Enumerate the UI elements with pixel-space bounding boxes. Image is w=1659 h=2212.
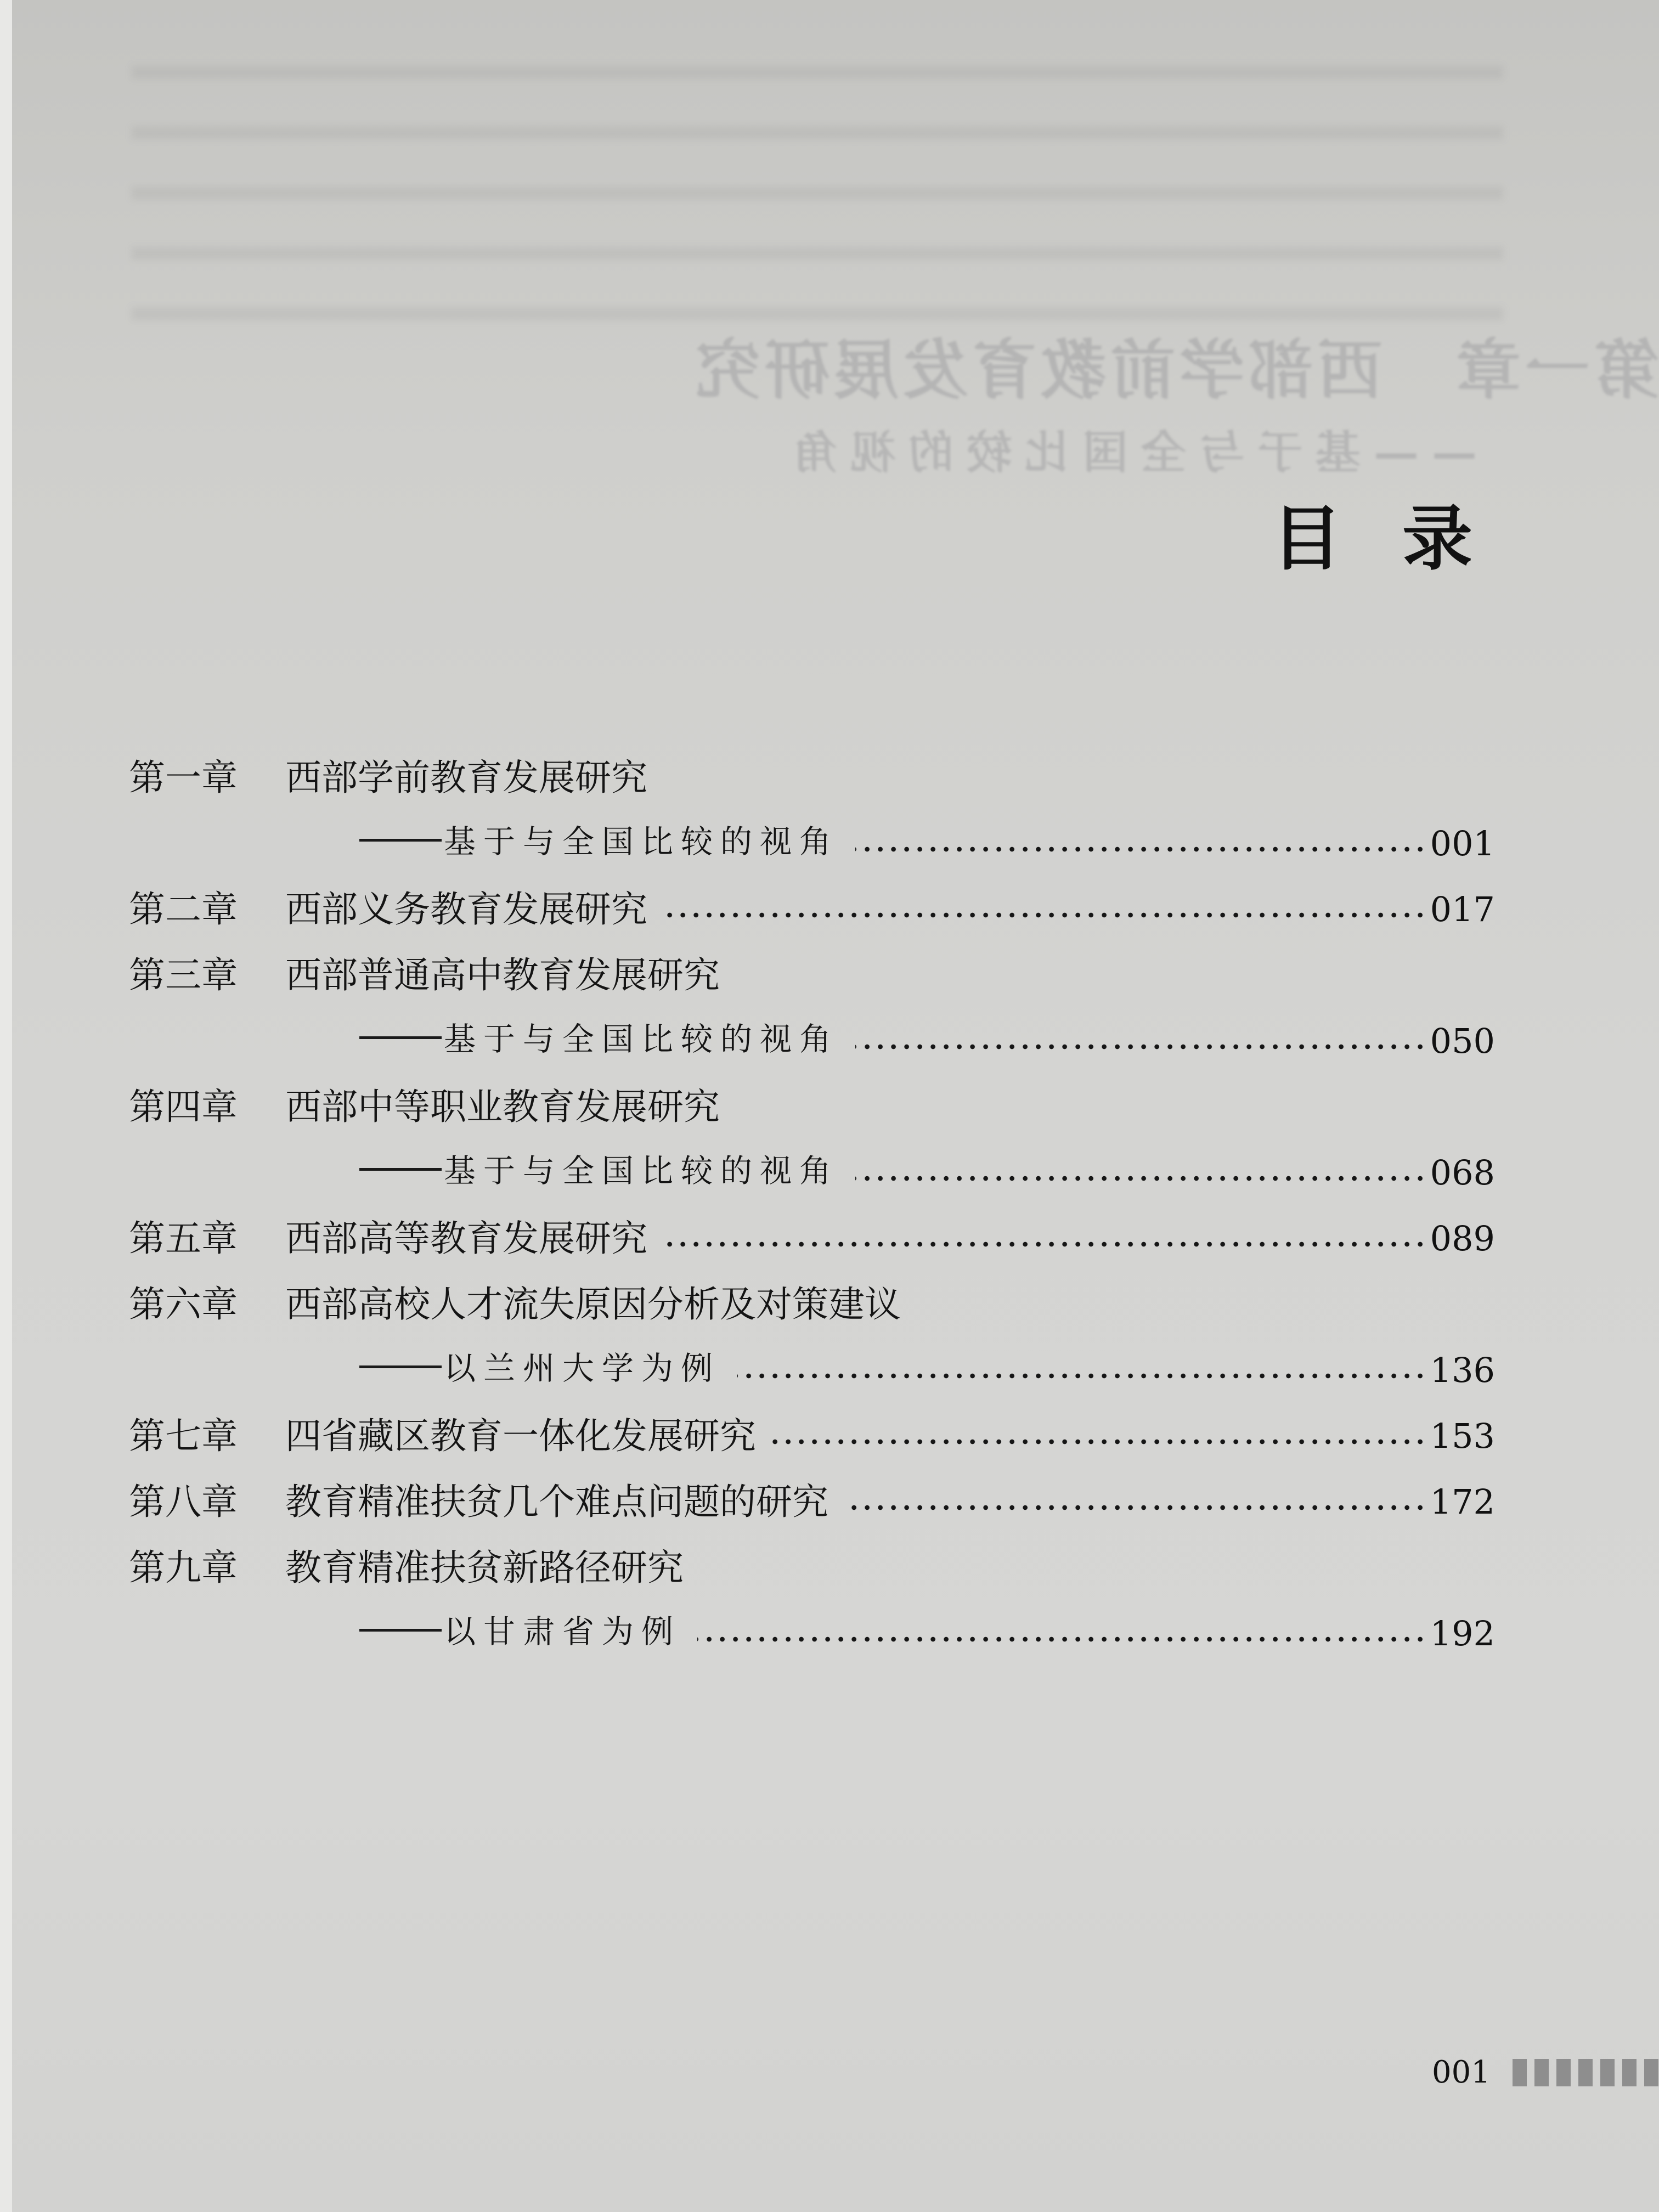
toc-title-char: 录 (1402, 498, 1472, 580)
page-number: 001 (1432, 2055, 1491, 2090)
toc-entry[interactable] (129, 888, 1495, 957)
chapter-subtitle (359, 823, 839, 860)
dot-leader (664, 912, 1427, 918)
page-reference[interactable]: 089 (1430, 1218, 1495, 1259)
page-reference[interactable]: 172 (1430, 1482, 1495, 1522)
chapter-title: 教育精准扶贫几个难点问题的研究 (285, 1481, 828, 1523)
bleed-through-subheading: ——基于与全国比较的视角 (779, 426, 1477, 479)
dot-leader (855, 847, 1427, 852)
page-reference[interactable]: 050 (1430, 1021, 1495, 1061)
toc-entry[interactable] (129, 1283, 1495, 1352)
toc-entry[interactable] (129, 757, 1495, 826)
chapter-number: 第八章 (129, 1481, 238, 1523)
chapter-subtitle (359, 1613, 681, 1650)
chapter-number: 第六章 (129, 1283, 238, 1325)
chapter-number: 第九章 (129, 1547, 238, 1589)
page-reference[interactable]: 001 (1430, 823, 1495, 864)
chapter-title: 教育精准扶贫新路径研究 (285, 1547, 684, 1589)
dot-leader (845, 1505, 1427, 1510)
marker-block (1534, 2059, 1549, 2086)
toc-entry-heading (129, 1415, 756, 1457)
em-dash (359, 839, 442, 842)
toc-entry-heading (129, 1481, 828, 1523)
page-reference[interactable]: 153 (1430, 1416, 1495, 1456)
page-reference[interactable]: 136 (1430, 1350, 1495, 1390)
chapter-subtitle-text: 以甘肃省为例 (444, 1613, 681, 1650)
toc-entry-heading (129, 954, 720, 996)
toc-entry[interactable] (129, 954, 1495, 1023)
chapter-title: 西部中等职业教育发展研究 (285, 1086, 720, 1128)
toc-entry-heading (129, 757, 647, 799)
chapter-number: 第四章 (129, 1086, 238, 1128)
em-dash (359, 1168, 442, 1171)
em-dash (359, 1365, 442, 1368)
dot-leader (772, 1439, 1427, 1444)
toc-entry-subtitle-row[interactable] (129, 1020, 1495, 1089)
dot-leader (855, 1176, 1427, 1181)
dot-leader (664, 1242, 1427, 1247)
chapter-subtitle (359, 1020, 839, 1058)
chapter-subtitle-text: 以兰州大学为例 (444, 1350, 721, 1387)
toc-entry-heading (129, 1283, 901, 1325)
chapter-subtitle-text: 基于与全国比较的视角 (444, 823, 839, 860)
chapter-title: 西部高等教育发展研究 (285, 1217, 647, 1260)
marker-block (1600, 2059, 1615, 2086)
marker-block (1556, 2059, 1571, 2086)
chapter-number: 第三章 (129, 954, 238, 996)
chapter-number: 第二章 (129, 888, 238, 930)
chapter-subtitle (359, 1152, 839, 1189)
chapter-title: 西部学前教育发展研究 (285, 757, 647, 799)
chapter-subtitle-text: 基于与全国比较的视角 (444, 1152, 839, 1189)
toc-entry-subtitle-row[interactable] (129, 1613, 1495, 1681)
toc-title (1271, 498, 1472, 580)
chapter-title: 西部普通高中教育发展研究 (285, 954, 720, 996)
chapter-subtitle (359, 1350, 721, 1387)
chapter-number: 第一章 (129, 757, 238, 799)
page-reference[interactable]: 017 (1430, 889, 1495, 929)
toc-entry[interactable] (129, 1547, 1495, 1616)
marker-block (1644, 2059, 1658, 2086)
toc-entry-subtitle-row[interactable] (129, 1352, 1495, 1418)
em-dash (359, 1036, 442, 1039)
dot-leader (855, 1044, 1427, 1049)
bleed-through-heading: 第一章 西部学前教育发展研究 (691, 332, 1659, 408)
page-reference[interactable]: 068 (1430, 1153, 1495, 1193)
marker-block (1622, 2059, 1637, 2086)
chapter-number: 第七章 (129, 1415, 238, 1457)
toc-entry-heading (129, 1547, 684, 1589)
dot-leader (737, 1373, 1427, 1379)
page-footer (1432, 2057, 1659, 2088)
page-reference[interactable]: 192 (1430, 1613, 1495, 1654)
toc-entry-subtitle-row[interactable] (129, 1152, 1495, 1221)
chapter-subtitle-text: 基于与全国比较的视角 (444, 1020, 839, 1058)
chapter-title: 西部义务教育发展研究 (285, 888, 647, 930)
chapter-title: 西部高校人才流失原因分析及对策建议 (285, 1283, 901, 1325)
toc-entry-heading (129, 1086, 720, 1128)
toc-entry[interactable] (129, 1481, 1495, 1550)
chapter-title: 四省藏区教育一体化发展研究 (285, 1415, 756, 1457)
page-edge (0, 0, 12, 2212)
dot-leader (697, 1637, 1427, 1642)
toc-entry-heading (129, 1217, 647, 1260)
em-dash (359, 1629, 442, 1632)
marker-block (1513, 2059, 1527, 2086)
thumb-index-marker (1513, 2059, 1659, 2086)
toc-entry[interactable] (129, 1217, 1495, 1286)
chapter-number: 第五章 (129, 1217, 238, 1260)
toc-entry[interactable] (129, 1415, 1495, 1484)
toc-entry-heading (129, 888, 647, 930)
marker-block (1578, 2059, 1593, 2086)
toc-entry-subtitle-row[interactable] (129, 823, 1495, 891)
toc-title-char: 目 (1271, 498, 1342, 580)
toc-entry[interactable] (129, 1086, 1495, 1155)
